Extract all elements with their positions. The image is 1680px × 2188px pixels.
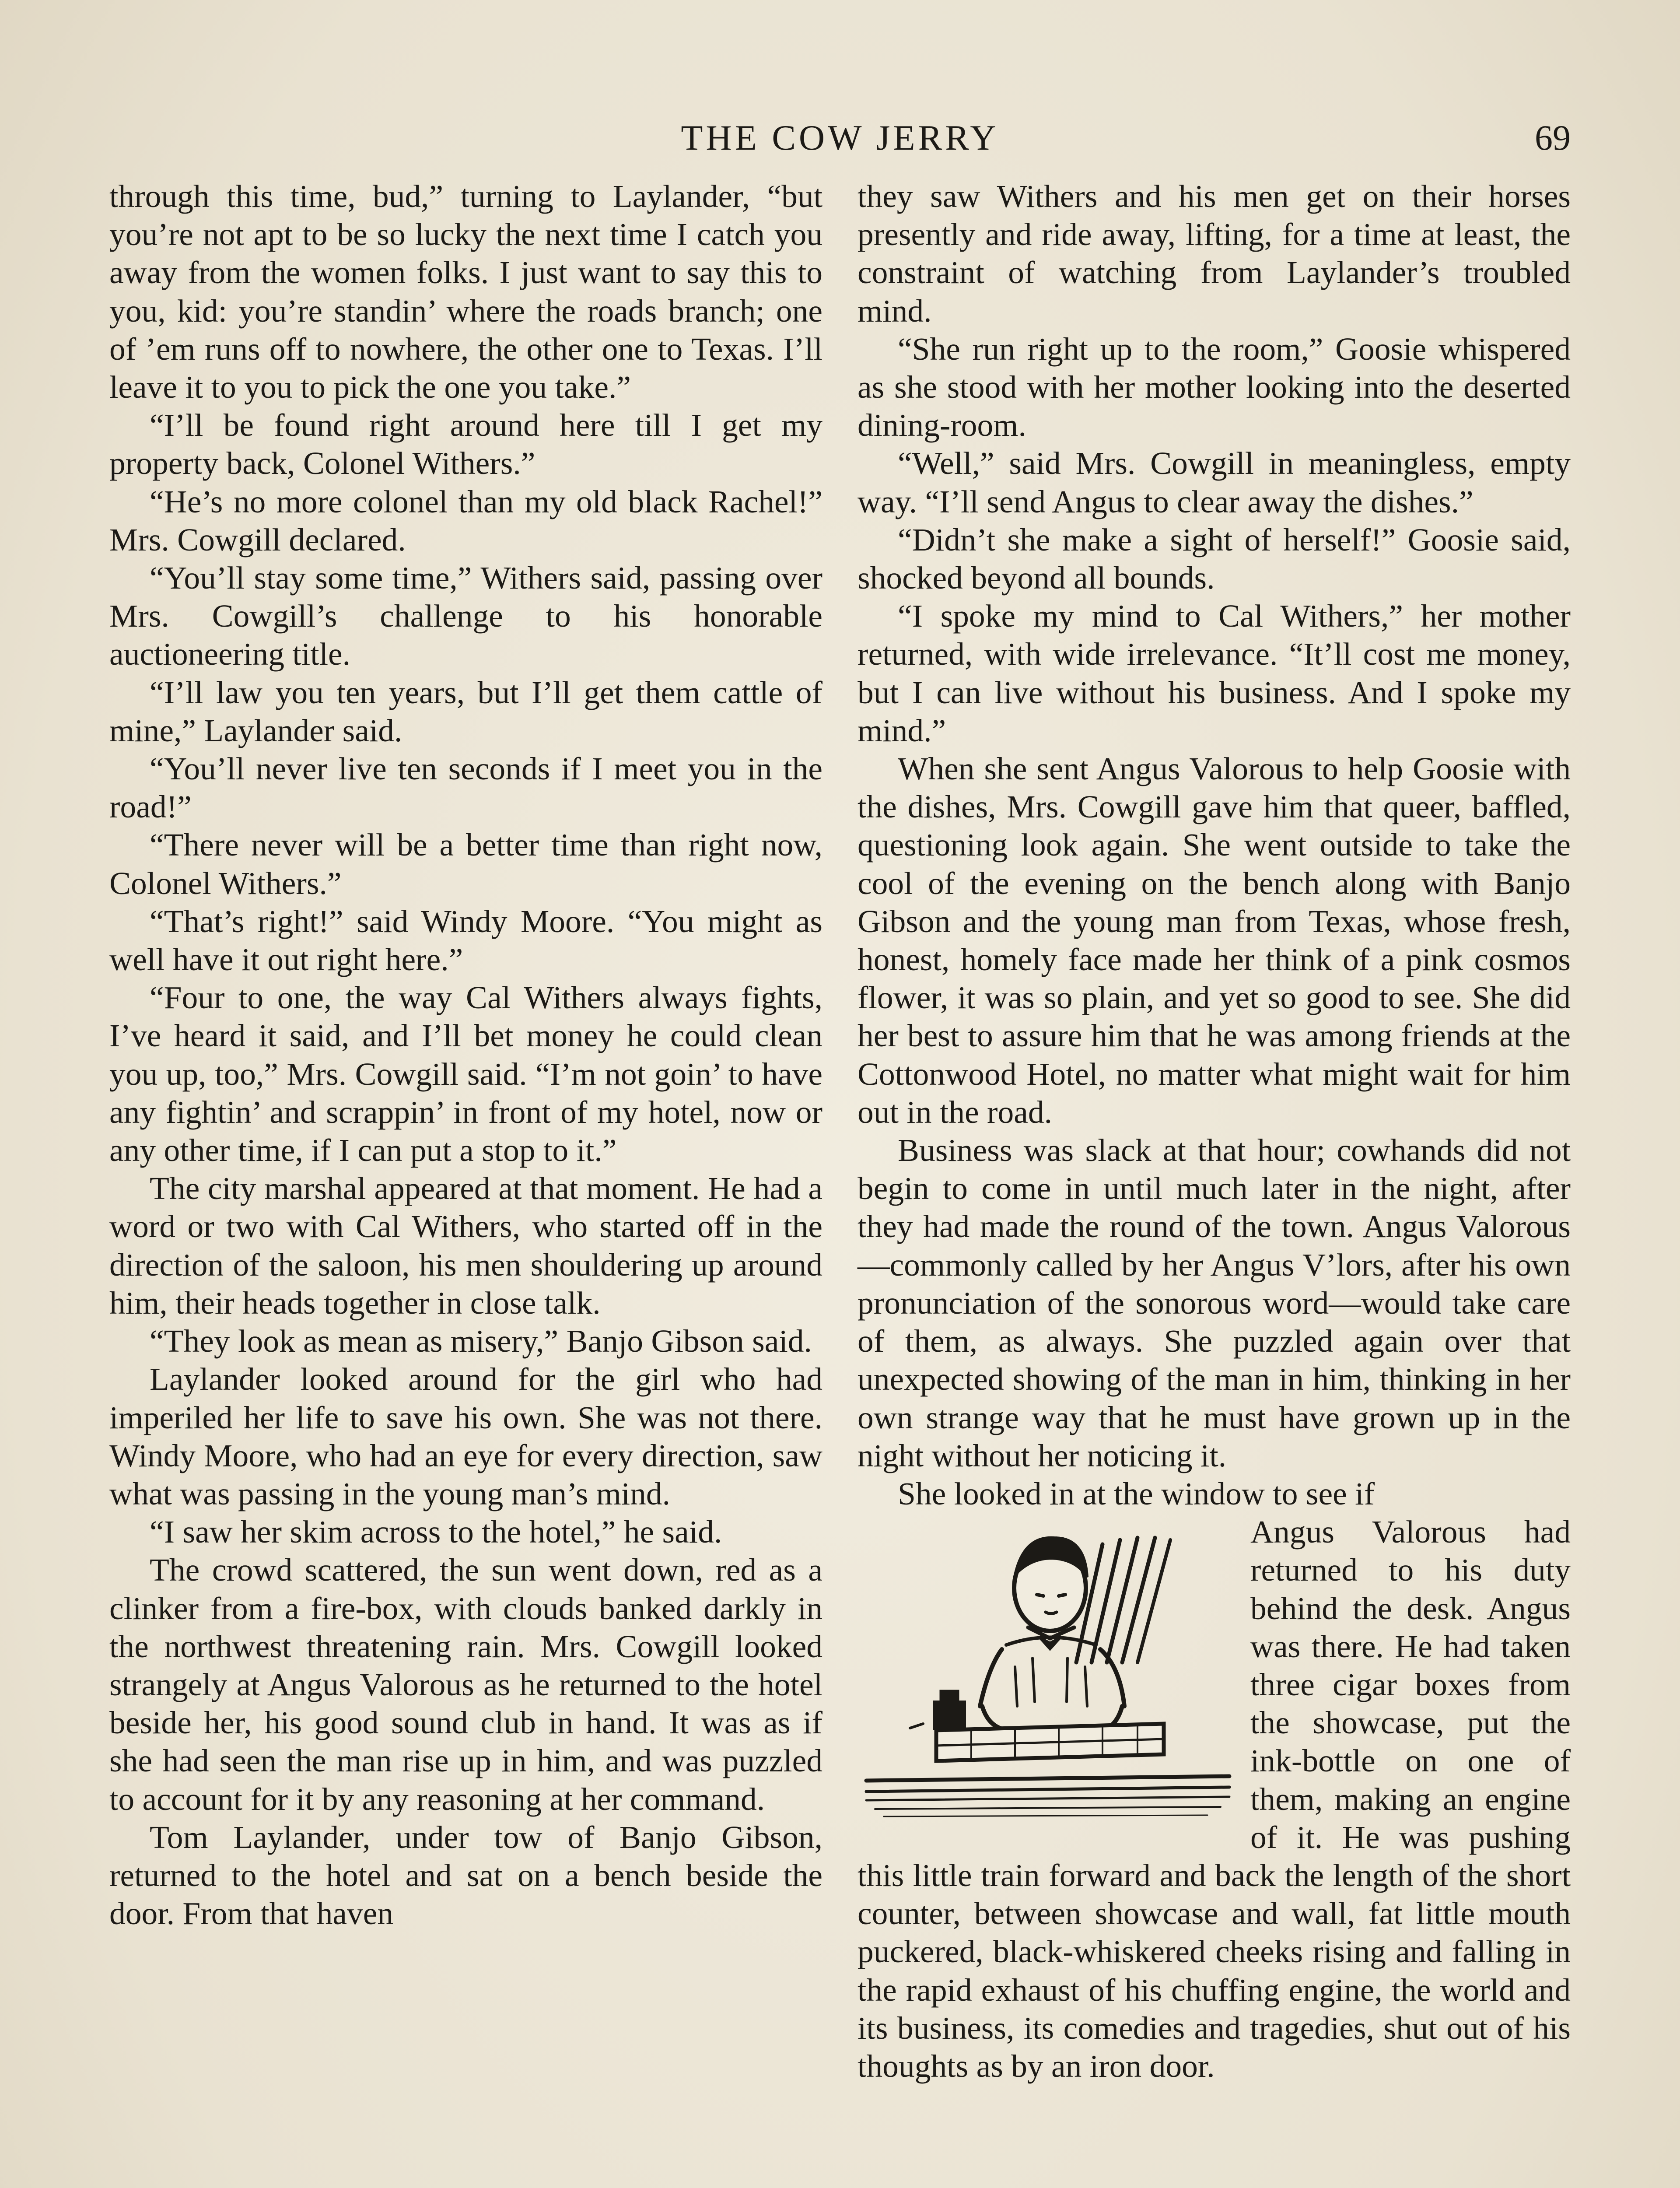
paragraph: “He’s no more colonel than my old black Rachel!” Mrs. Cowgill declared. [109, 484, 822, 558]
paragraph: “I’ll law you ten years, but I’ll get them cattle of mine,” Laylander said. [109, 674, 822, 748]
running-title: THE COW JERRY [681, 118, 999, 158]
paragraph: “There never will be a better time than right now, Colonel Withers.” [109, 827, 822, 901]
paragraph: “I saw her skim across to the hotel,” he said. [150, 1514, 722, 1550]
paragraph: “You’ll never live ten seconds if I meet you in the road!” [109, 751, 822, 825]
illustration-angus-at-counter [858, 1518, 1238, 1820]
paragraph: “Didn’t she make a sight of herself!” Goosie said, shocked beyond all bounds. [858, 522, 1571, 596]
paragraph: When she sent Angus Valorous to help Goosie with the dishes, Mrs. Cowgill gave him that queer, baffled, questioning look again. She went outside to take the cool of the evening on the bench along with Banjo Gibson and the young man from Texas, whose fresh, honest, homely face made her think of a pink cosmos flower, it was so plain, and yet so good to see. She did her best to assure him that he was among friends at the Cottonwood Hotel, no matter what might wait for him out in the road. [858, 751, 1571, 1130]
angus-engraving-icon [858, 1518, 1238, 1820]
paragraph-wrapped: Angus Valorous had returned to his duty behind the desk. Angus was there. He had taken three cigar boxes from the showcase, put the ink-bottle on one of them, making an engine of it. He was pushing this little train forward and back the length of the short counter, between showcase and wall, fat little mouth puckered, black-whiskered cheeks rising and falling in the rapid exhaust of his chuffing engine, the world and its business, its comedies and tragedies, shut out of his thoughts as by an iron door. [858, 1514, 1571, 2084]
illustrated-passage [858, 1513, 1571, 2085]
paragraph: “They look as mean as misery,” Banjo Gibson said. [150, 1323, 812, 1359]
left-column [109, 177, 822, 1932]
page-header [109, 117, 1571, 170]
paragraph: “That’s right!” said Windy Moore. “You might as well have it out right here.” [109, 903, 822, 978]
paragraph: Tom Laylander, under tow of Banjo Gibson, returned to the hotel and sat on a bench beside the door. From that haven [109, 1819, 822, 1932]
paragraph: they saw Withers and his men get on their horses presently and ride away, lifting, for a time at least, the constraint of watching from Laylander’s troubled mind. [858, 179, 1571, 329]
paragraph: “You’ll stay some time,” Withers said, passing over Mrs. Cowgill’s challenge to his honorable auctioneering title. [109, 560, 822, 672]
right-column [858, 177, 1571, 2085]
paragraph: Business was slack at that hour; cowhands did not begin to come in until much later in the night, after they had made the round of the town. Angus Valorous—commonly called by her Angus V’lors, after his own pronunciation of the sonorous word—would take care of them, as always. She puzzled again over that unexpected showing of the man in him, thinking in her own strange way that he must have grown up in the night without her noticing it. [858, 1133, 1571, 1473]
paragraph: “Well,” said Mrs. Cowgill in meaningless, empty way. “I’ll send Angus to clear away the dishes.” [858, 445, 1571, 519]
paragraph: She looked in at the window to see if [898, 1476, 1375, 1511]
paragraph: “She run right up to the room,” Goosie whispered as she stood with her mother looking into the deserted dining-room. [858, 331, 1571, 443]
paragraph: “Four to one, the way Cal Withers always fights, I’ve heard it said, and I’ll bet money he could clean you up, too,” Mrs. Cowgill said. “I’m not goin’ to have any fightin’ and scrappin’ in front of my hotel, now or any other time, if I can put a stop to it.” [109, 980, 822, 1168]
paragraph: The city marshal appeared at that moment. He had a word or two with Cal Withers, who started off in the direction of the saloon, his men shouldering up around him, their heads together in close talk. [109, 1171, 822, 1321]
page-number: 69 [1535, 118, 1571, 158]
paragraph: Laylander looked around for the girl who had imperiled her life to save his own. She was not there. Windy Moore, who had an eye for every direction, saw what was passing in the young man’s mind. [109, 1361, 822, 1511]
paragraph: through this time, bud,” turning to Laylander, “but you’re not apt to be so lucky the next time I catch you away from the women folks. I just want to say this to you, kid: you’re standin’ where the roads branch; one of ’em runs off to nowhere, the other one to Texas. I’ll leave it to you to pick the one you take.” [109, 179, 822, 405]
paragraph: “I spoke my mind to Cal Withers,” her mother returned, with wide irrelevance. “It’ll cost me money, but I can live without his business. And I spoke my mind.” [858, 598, 1571, 748]
paragraph: The crowd scattered, the sun went down, red as a clinker from a fire-box, with clouds banked darkly in the northwest threatening rain. Mrs. Cowgill looked strangely at Angus Valorous as he returned to the hotel beside her, his good sound club in hand. It was as if she had seen the man rise up in him, and was puzzled to account for it by any reasoning at her command. [109, 1552, 822, 1817]
paragraph: “I’ll be found right around here till I get my property back, Colonel Withers.” [109, 407, 822, 481]
